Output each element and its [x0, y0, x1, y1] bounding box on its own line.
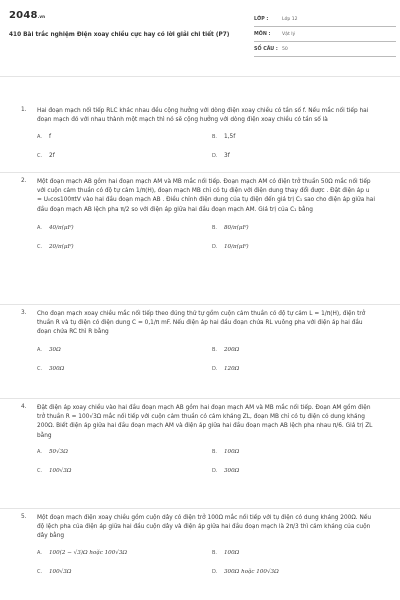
question-text: Một đoạn mạch AB gồm hai đoạn mạch AM và MB mắc nối tiếp. Đoạn mạch AM có điện trở thuần 50Ω mắc nối tiếp với cuộn cảm thuần có độ tự cảm 1/π(H), đoạn mạch MB chỉ có tụ điện với điện dung thay đổi được . Đặt điện áp u = U₀cos100πtV vào hai đầu đoạn mạch AB . Điều chỉnh điện dung của tụ điện đến giá trị C₁ sao cho điện áp giữa hai đầu đoạn mạch AB lệch pha π/2 so với điện áp giữa hai đầu đoạn mạch AM. Giá trị của C₁ bằng [37, 179, 375, 213]
question-4 [0, 399, 400, 509]
option-d[interactable]: D. 120Ω [212, 365, 240, 372]
answer-options [37, 550, 390, 588]
question-text: Đặt điện áp xoay chiều vào hai đầu đoạn mạch AB gồm hai đoạn mạch AM và MB mắc nối tiếp. Đoạn AM gồm điện trở thuần R = 100√3Ω mắc nối tiếp với cuộn cảm thuần có cảm kháng ZL, đoạn MB chỉ có tụ điện có dung kháng 200Ω. Biết điện áp giữa hai đầu đoạn mạch AM và điện áp giữa hai đầu đoạn mạch AB lệch pha nhau π/6. Giá trị ZL bằng [37, 405, 373, 439]
option-c[interactable]: C. 100√3Ω [37, 467, 72, 474]
option-c[interactable]: C. 300Ω [37, 365, 65, 372]
question-list [0, 78, 400, 599]
meta-key: LỚP : [254, 16, 269, 22]
question-number: 2. [21, 178, 27, 184]
option-a[interactable]: A. 30Ω [37, 346, 61, 353]
option-c[interactable]: C. 100√3Ω [37, 568, 72, 575]
meta-key: SỐ CÂU : [254, 46, 278, 52]
question-1 [0, 78, 400, 173]
question-3 [0, 305, 400, 399]
option-a[interactable]: A. f [37, 134, 52, 141]
option-b[interactable]: B. 100Ω [212, 549, 240, 556]
option-c[interactable]: C. 2f [37, 153, 55, 160]
meta-row-class [254, 12, 396, 27]
document-title: 410 Bài trắc nghiệm Điện xoay chiều cực hay có lời giải chi tiết (P7) [9, 32, 230, 38]
option-b[interactable]: B. 100Ω [212, 448, 240, 455]
meta-row-subject [254, 27, 396, 42]
meta-value: 50 [282, 46, 288, 52]
answer-options [37, 347, 390, 385]
meta-value: Vật lý [282, 31, 296, 37]
document-meta [254, 12, 396, 57]
question-number: 4. [21, 404, 27, 410]
option-d[interactable]: D. 3f [212, 153, 230, 160]
meta-value: Lớp 12 [282, 16, 298, 22]
header-divider [0, 76, 400, 77]
question-2 [0, 173, 400, 305]
question-5 [0, 509, 400, 599]
question-text: Một đoạn mạch điện xoay chiều gồm cuộn dây có điện trở 100Ω mắc nối tiếp với tụ điện có dung kháng 200Ω. Nếu độ lệch pha của điện áp giữa hai đầu cuộn dây và điện áp giữa hai đầu đoạn mạch là 2π/3 thì cảm kháng của cuộn dây bằng [37, 515, 372, 540]
meta-row-count [254, 42, 396, 57]
question-text: Cho đoạn mạch xoay chiều mắc nối tiếp theo đúng thứ tự gồm cuộn cảm thuần có độ tự cảm L = 1/π(H), điện trở thuần R và tụ điện có điện dung C = 0,1/π mF. Nếu điện áp hai đầu đoạn chứa RL vuông pha với điện áp hai đầu đoạn chứa RC thì R bằng [37, 311, 366, 336]
document-header [0, 0, 400, 66]
answer-options [37, 225, 390, 263]
question-number: 3. [21, 310, 27, 316]
option-b[interactable]: B. 80/π(μF) [212, 224, 249, 231]
option-a[interactable]: A. 40/π(μF) [37, 224, 74, 231]
option-d[interactable]: D. 300Ω hoặc 100√3Ω [212, 568, 279, 575]
option-c[interactable]: C. 20/π(μF) [37, 243, 74, 250]
question-number: 1. [21, 107, 27, 113]
option-a[interactable]: A. 50√3Ω [37, 448, 68, 455]
option-a[interactable]: A. 100(2 − √3)Ω hoặc 100√3Ω [37, 549, 128, 556]
answer-options [37, 134, 390, 172]
option-b[interactable]: B. 200Ω [212, 346, 240, 353]
question-text: Hai đoạn mạch nối tiếp RLC khác nhau đều cộng hưởng với dòng điện xoay chiều có tần số f. Nếu mắc nối tiếp hai đoạn mạch đó với nhau thành một mạch thì nó sẽ cộng hưởng với dòng điện xoay chiều có tần số là [37, 108, 369, 124]
site-logo[interactable]: 2048.vn [9, 10, 46, 21]
question-number: 5. [21, 514, 27, 520]
option-d[interactable]: D. 10/π(μF) [212, 243, 249, 250]
answer-options [37, 449, 390, 487]
meta-key: MÔN : [254, 31, 271, 37]
option-d[interactable]: D. 300Ω [212, 467, 240, 474]
option-b[interactable]: B. 1,5f [212, 134, 236, 141]
